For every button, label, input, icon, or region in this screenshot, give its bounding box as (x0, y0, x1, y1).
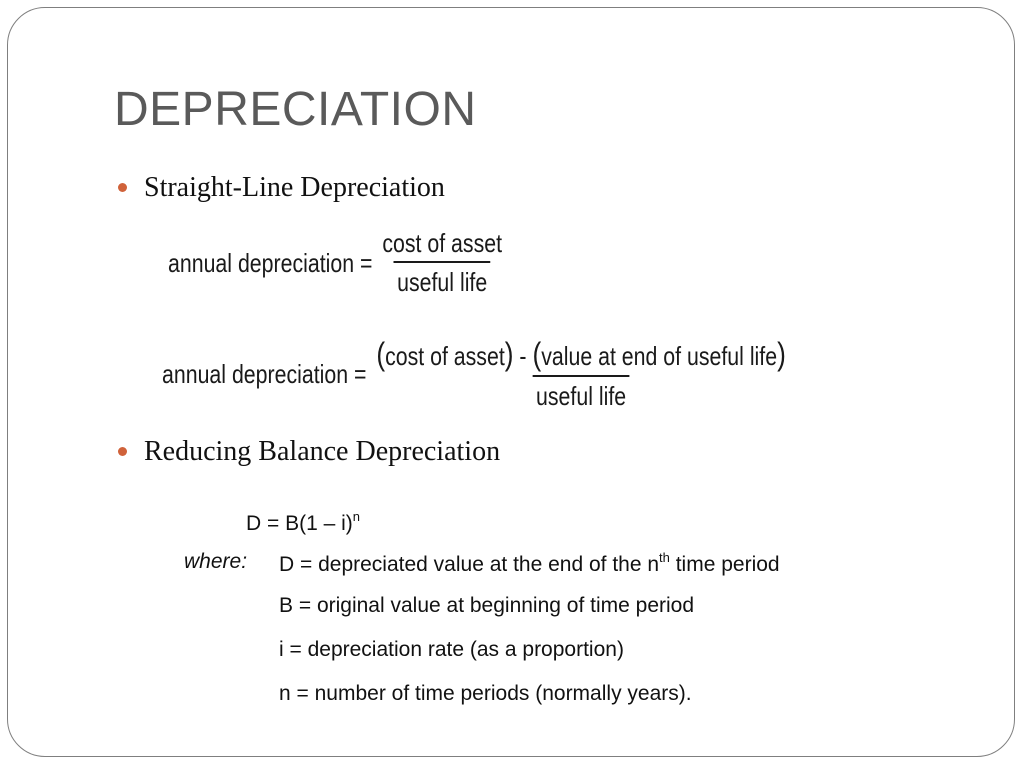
formula-label: annual depreciation = (162, 358, 367, 389)
numerator-cost: cost of asset (385, 341, 505, 371)
formula-base: D = B(1 – i) (246, 512, 353, 535)
formula-exponent: n (352, 509, 361, 524)
numerator-end-value: value at end of useful life (541, 341, 778, 371)
definition-d-tail: time period (669, 553, 780, 576)
bullet-reducing-balance: Reducing Balance Depreciation (144, 436, 501, 467)
definition-d-superscript: th (659, 550, 670, 565)
definition-n: n = number of time periods (normally years). (279, 682, 692, 705)
definition-i: i = depreciation rate (as a proportion) (279, 638, 624, 661)
fraction (373, 336, 789, 412)
reducing-balance-formula (246, 510, 360, 534)
straight-line-formula-2 (162, 336, 789, 412)
straight-line-formula-1 (168, 228, 505, 298)
slide-title: DEPRECIATION (114, 83, 477, 136)
formula-label: annual depreciation = (168, 247, 373, 278)
definition-d-text: D = depreciated value at the end of the n (279, 553, 660, 576)
open-paren: ( (532, 336, 542, 372)
numerator: cost of asset (382, 228, 503, 258)
bullet-dot (118, 183, 127, 192)
denominator: useful life (533, 375, 630, 412)
bullet-straight-line: Straight-Line Depreciation (144, 172, 445, 203)
definition-d (279, 551, 780, 575)
bullet-dot (118, 447, 127, 456)
denominator: useful life (394, 261, 491, 298)
close-paren: ) (777, 336, 786, 372)
close-paren: ) (504, 336, 514, 372)
numerator (373, 336, 789, 375)
where-label: where: (184, 550, 248, 573)
open-paren: ( (376, 336, 386, 372)
definition-b: B = original value at beginning of time period (279, 594, 695, 617)
fraction (379, 228, 505, 298)
minus-sign: - (519, 341, 527, 371)
